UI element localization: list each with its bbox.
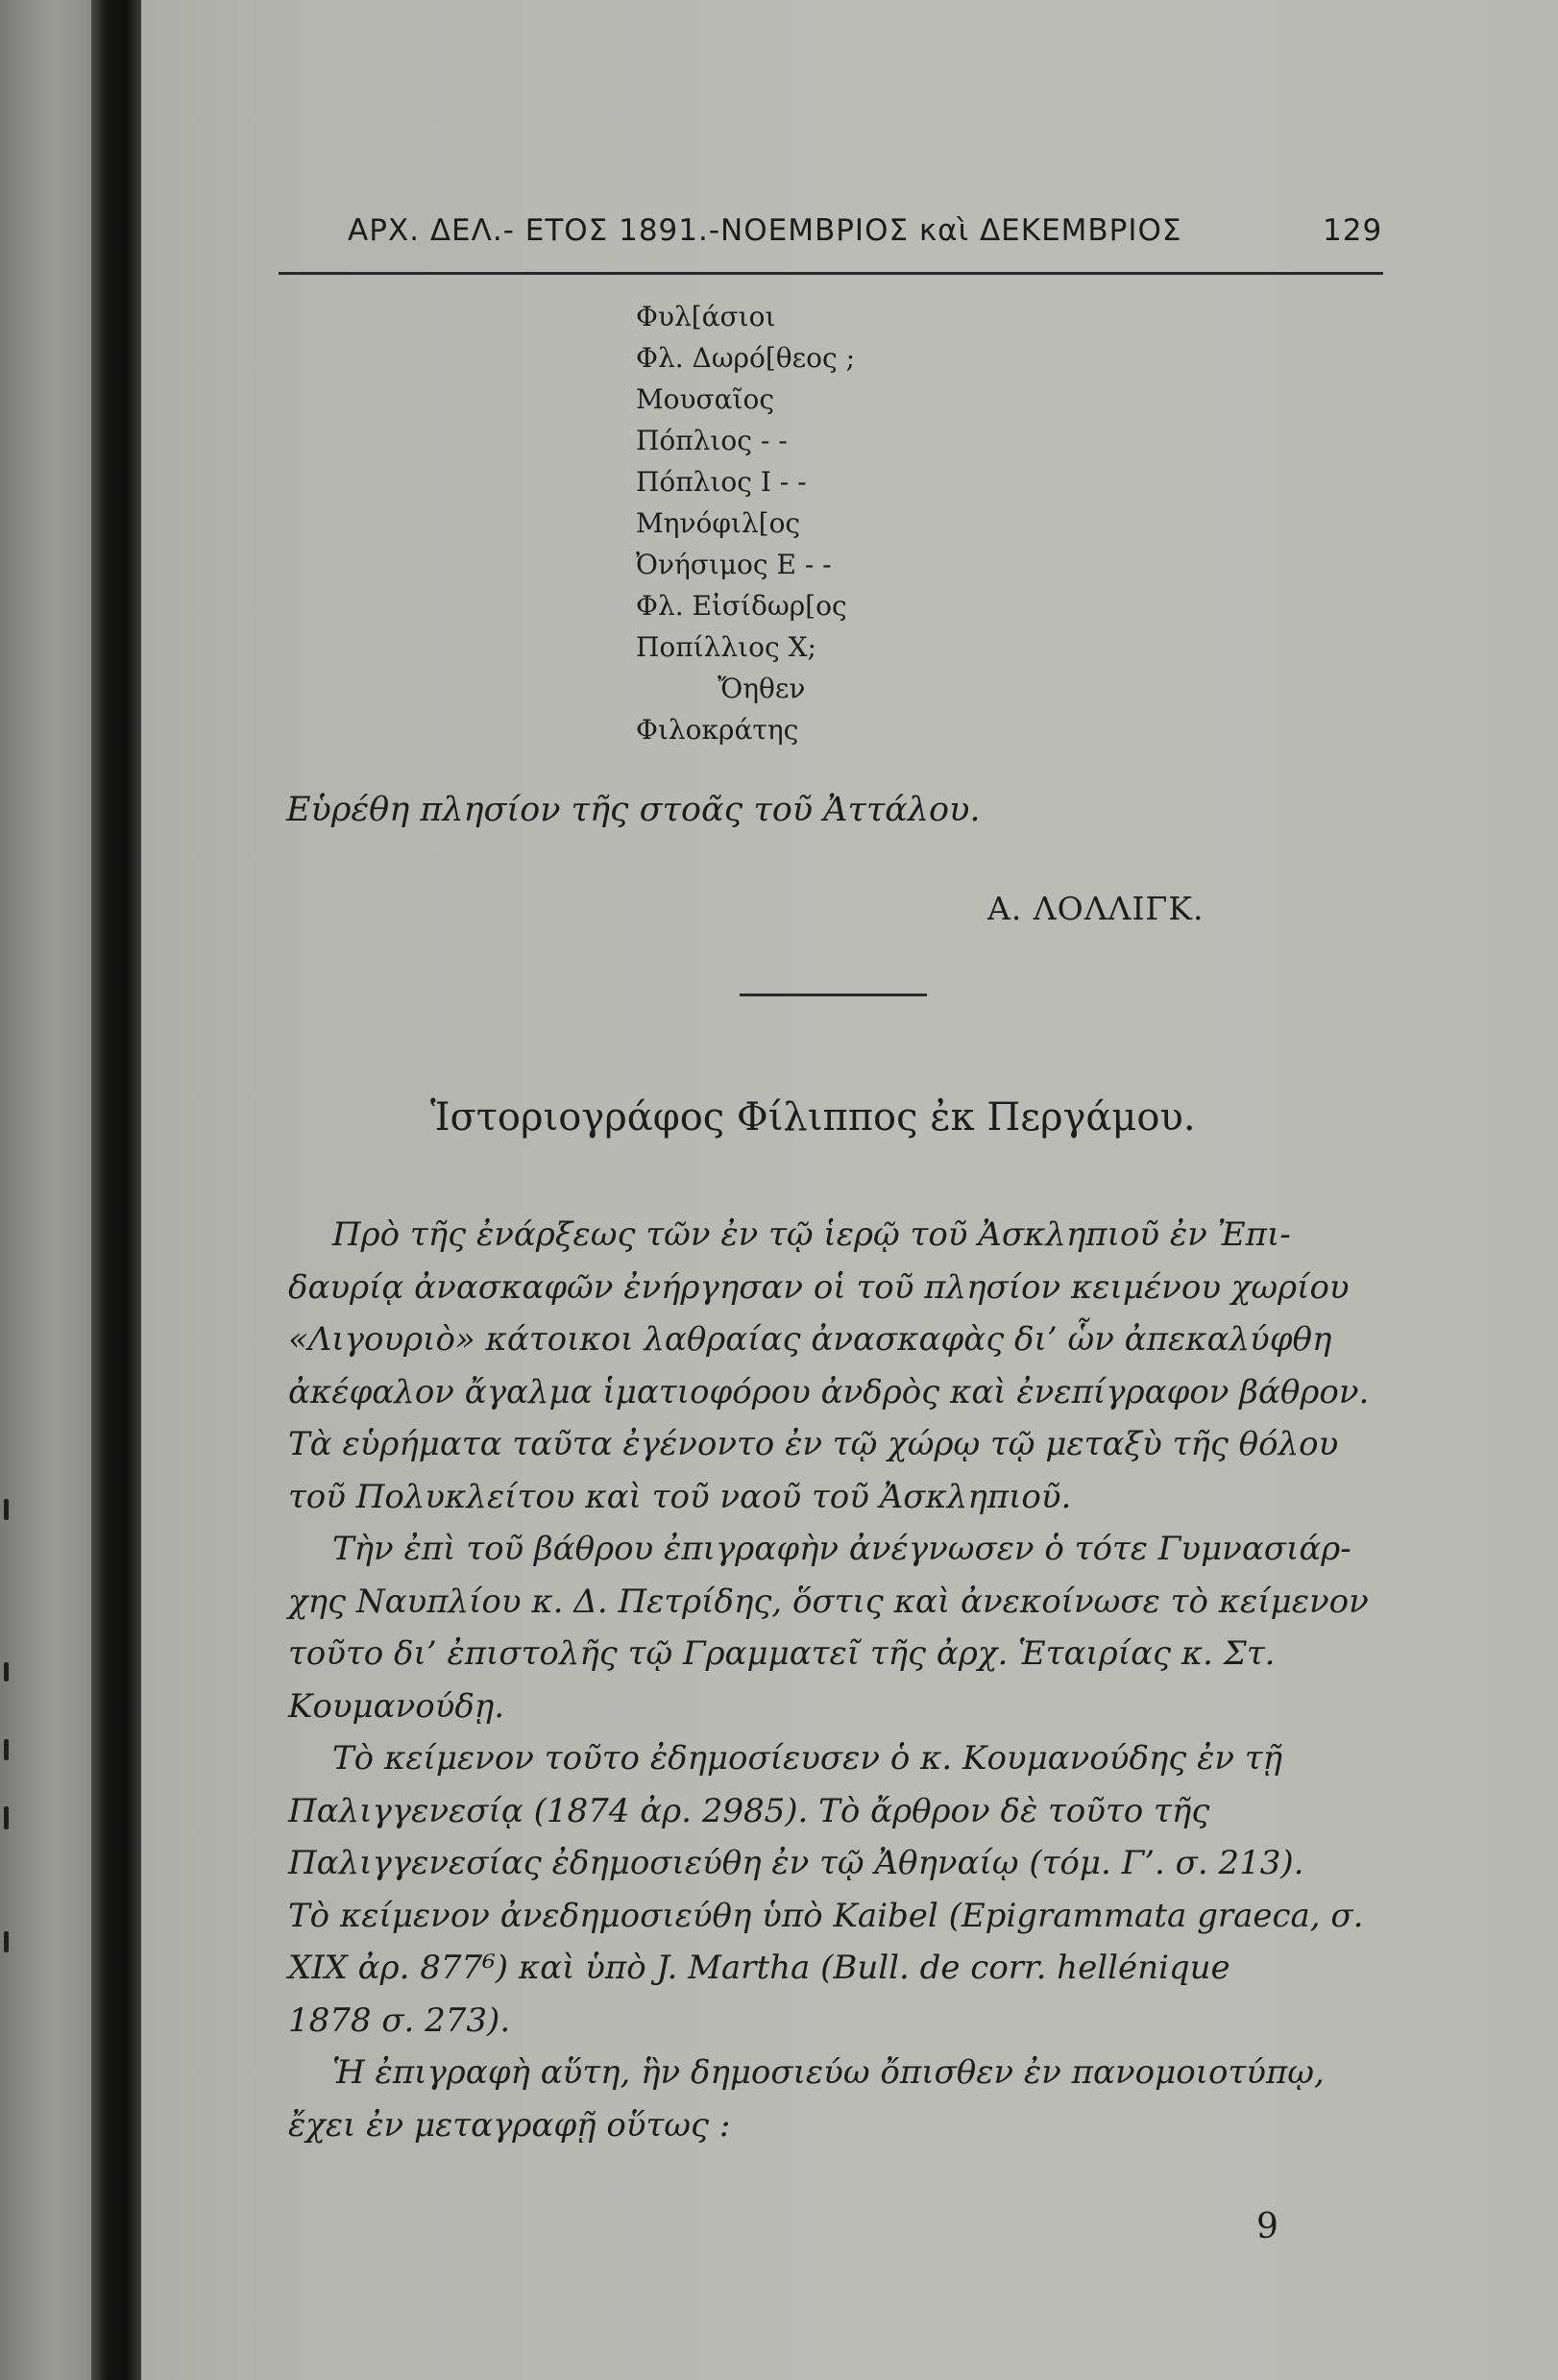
signature-mark: 9 <box>1256 2207 1278 2246</box>
name-line: Ὀνήσιμος Ε - - <box>636 549 832 580</box>
page-number: 129 <box>1323 213 1383 248</box>
body-line: Κουμανούδῃ. <box>288 1686 505 1726</box>
name-line: Φλ. Εἰσίδωρ[ος <box>636 590 847 622</box>
author-signature: Α. ΛΟΛΛΙΓΚ. <box>987 890 1205 927</box>
name-line: Μουσαῖος <box>636 383 775 415</box>
body-line: ἀκέφαλον ἄγαλμα ἱματιοφόρου ἀνδρὸς καὶ ἐνεπίγραφον βάθρον. <box>288 1372 1370 1411</box>
name-line: Φυλ[άσιοι <box>636 301 776 332</box>
find-location-note: Εὑρέθη πλησίον τῆς στοᾶς τοῦ Ἀττάλου. <box>286 791 981 829</box>
body-line: Τὸ κείμενον ἀνεδημοσιεύθη ὑπὸ Kaibel (Epigrammata graeca, σ. <box>288 1896 1364 1935</box>
body-line: Τὴν ἐπὶ τοῦ βάθρου ἐπιγραφὴν ἀνέγνωσεν ὁ τότε Γυμνασιάρ- <box>332 1530 1351 1568</box>
body-line: τοῦ Πολυκλείτου καὶ τοῦ ναοῦ τοῦ Ἀσκληπιοῦ. <box>288 1477 1072 1516</box>
name-line: Πόπλιος - - <box>636 425 788 456</box>
body-line: 1878 σ. 273). <box>288 2000 511 2040</box>
article-body <box>288 1209 1417 2151</box>
section-separator <box>740 994 927 996</box>
name-line: Φλ. Δωρό[θεος ; <box>636 342 856 374</box>
body-line: τοῦτο δι’ ἐπιστολῆς τῷ Γραμματεῖ τῆς ἀρχ. Ἑταιρίας κ. Στ. <box>288 1634 1276 1673</box>
name-line: Ποπίλλιος Χ; <box>636 631 816 663</box>
body-line: Παλιγγενεσίας ἐδημοσιεύθη ἐν τῷ Ἀθηναίῳ (τόμ. Γ’. σ. 213). <box>288 1844 1304 1882</box>
article-title: Ἱστοριογράφος Φίλιππος ἐκ Περγάμου. <box>430 1095 1196 1140</box>
name-line: Φιλοκράτης <box>636 714 799 746</box>
body-line: ἔχει ἐν μεταγραφῇ οὕτως : <box>288 2105 731 2145</box>
body-line: XIX ἀρ. 877⁶) καὶ ὑπὸ J. Martha (Bull. de corr. hellénique <box>288 1949 1230 1987</box>
header-rule <box>279 272 1383 275</box>
body-line: δαυρίᾳ ἀνασκαφῶν ἐνήργησαν οἱ τοῦ πλησίον κειμένου χωρίου <box>288 1267 1350 1307</box>
running-head-text: ΑΡΧ. ΔΕΛ.- ΕΤΟΣ 1891.-ΝΟΕΜΒΡΙΟΣ καὶ ΔΕΚΕΜΒΡΙΟΣ <box>348 213 1182 248</box>
body-line: Παλιγγενεσίᾳ (1874 ἀρ. 2985). Τὸ ἄρθρον δὲ τοῦτο τῆς <box>288 1791 1210 1830</box>
running-header <box>348 213 1385 248</box>
body-line: Πρὸ τῆς ἐνάρξεως τῶν ἐν τῷ ἱερῷ τοῦ Ἀσκληπιοῦ ἐν Ἐπι- <box>332 1215 1291 1254</box>
body-line: Τὰ εὑρήματα ταῦτα ἐγένοντο ἐν τῷ χώρῳ τῷ μεταξὺ τῆς θόλου <box>288 1425 1339 1463</box>
name-line: Πόπλιος Ι - - <box>636 466 807 498</box>
inscription-names-list <box>636 296 855 750</box>
binding-gutter <box>91 0 141 2380</box>
body-line: Ἡ ἐπιγραφὴ αὕτη, ἣν δημοσιεύω ὄπισθεν ἐν πανομοιοτύπῳ, <box>332 2053 1325 2092</box>
facing-page-edge <box>0 0 91 2380</box>
body-line: χης Ναυπλίου κ. Δ. Πετρίδης, ὅστις καὶ ἀνεκοίνωσε τὸ κείμενον <box>288 1582 1369 1621</box>
name-line: Ὄηθεν <box>718 673 806 704</box>
name-line: Μηνόφιλ[ος <box>636 507 801 539</box>
body-line: «Λιγουριὸ» κάτοικοι λαθραίας ἀνασκαφὰς δι’ ὧν ἀπεκαλύφθη <box>288 1320 1332 1359</box>
body-line: Τὸ κείμενον τοῦτο ἐδημοσίευσεν ὁ κ. Κουμανούδης ἐν τῇ <box>332 1739 1283 1778</box>
